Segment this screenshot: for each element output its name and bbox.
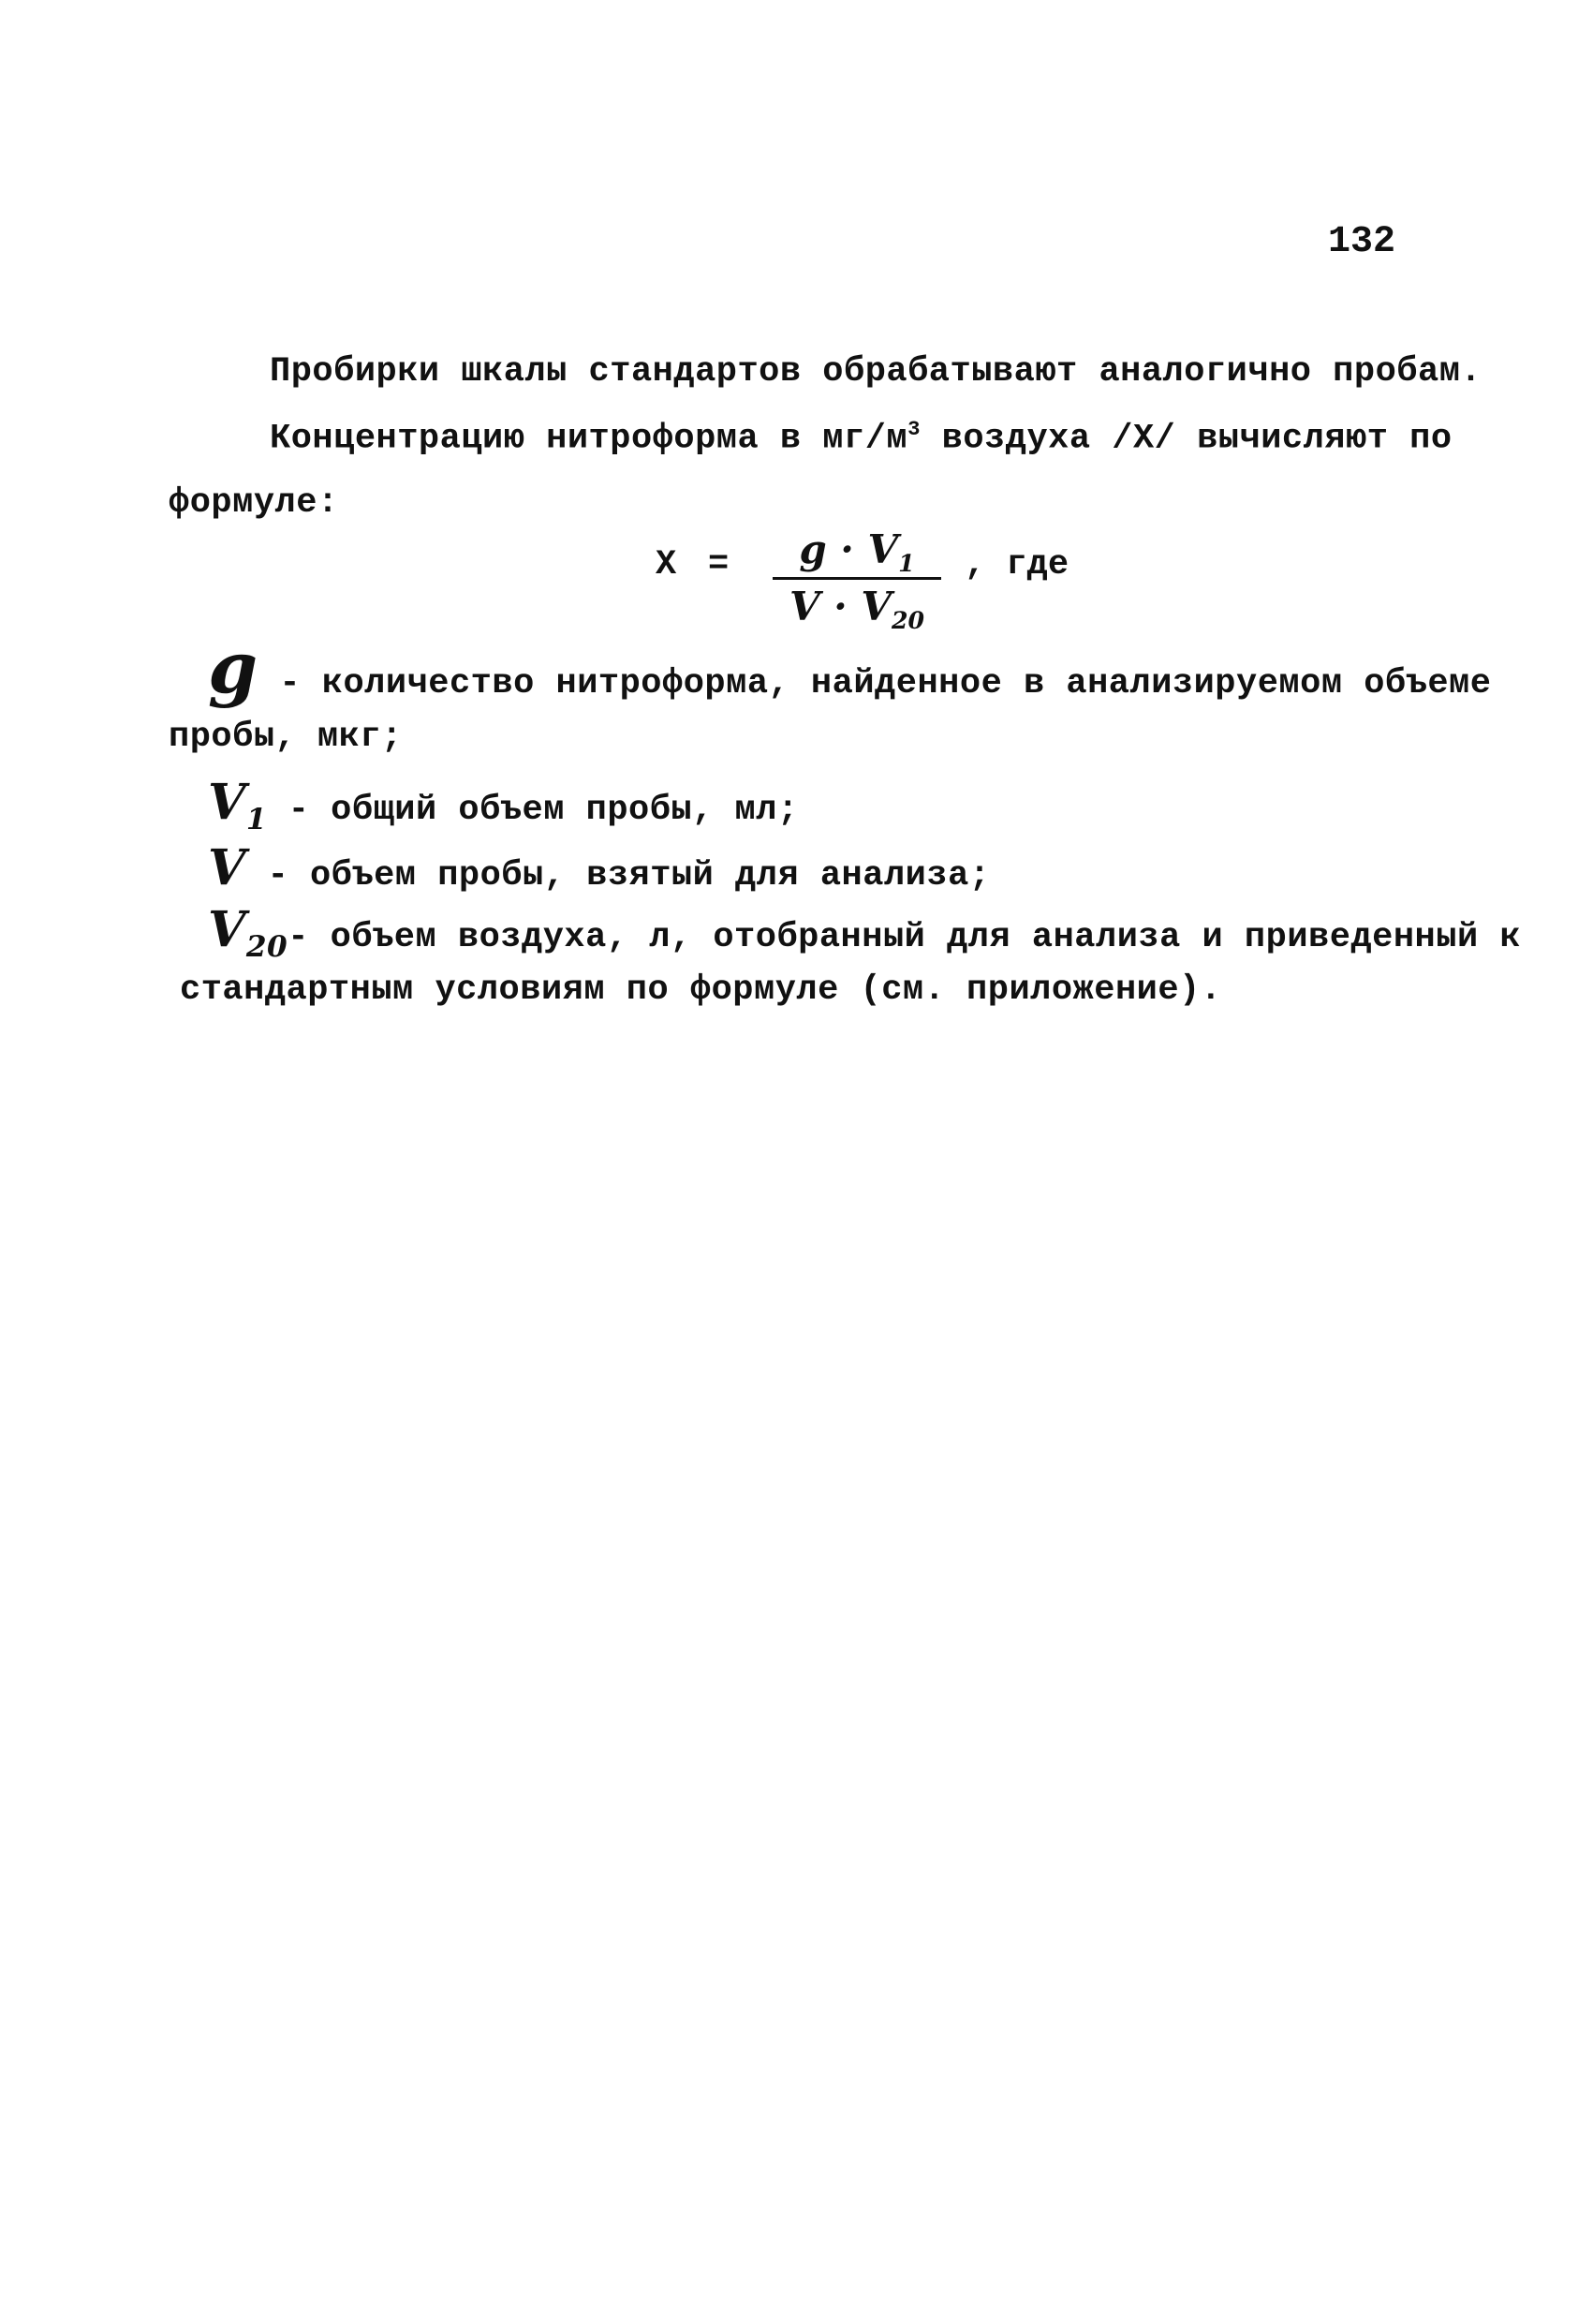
symbol-g: g (208, 626, 258, 709)
paragraph-formula-intro: формуле: (169, 483, 339, 523)
formula-variable: Х (656, 545, 677, 585)
concentration-text-end: воздуха /Х/ вычисляют по (920, 419, 1453, 459)
formula-numerator: $g \cdot V_1$ (799, 526, 915, 577)
definition-v (208, 839, 991, 896)
definition-v-text: - объем пробы, взятый для анализа; (245, 856, 991, 896)
page-number: 132 (1328, 221, 1396, 263)
formula-where: , где (965, 545, 1069, 585)
paragraph-standards: Пробирки шкалы стандартов обрабатывают аналогично пробам. (270, 352, 1482, 392)
symbol-v20: $V_{20}$ (208, 901, 288, 964)
definition-v20-continuation: стандартным условиям по формуле (см. приложение). (180, 970, 1222, 1010)
formula-fraction (773, 525, 941, 632)
concentration-text-start: Концентрацию нитроформа в мг/м (270, 419, 908, 459)
definition-v1 (208, 774, 799, 836)
definition-v1-text: - общий объем пробы, мл; (267, 791, 799, 830)
paragraph-concentration (270, 418, 1453, 458)
definition-v20 (208, 901, 1521, 964)
concentration-formula (656, 525, 1105, 637)
definition-g-continuation: пробы, мкг; (169, 718, 403, 757)
formula-equals: = (708, 545, 730, 585)
symbol-v: V (208, 839, 246, 896)
fraction-bar (773, 577, 941, 580)
definition-v20-text: - объем воздуха, л, отобранный для анализа и приведенный к (288, 918, 1522, 957)
formula-denominator: $V \cdot V_{20}$ (789, 584, 925, 634)
definition-g-text: - количество нитроформа, найденное в анализируемом объеме (258, 664, 1492, 703)
definition-g (208, 626, 1491, 709)
unit-exponent: 3 (907, 418, 921, 441)
symbol-v1: $V_1$ (208, 774, 268, 836)
